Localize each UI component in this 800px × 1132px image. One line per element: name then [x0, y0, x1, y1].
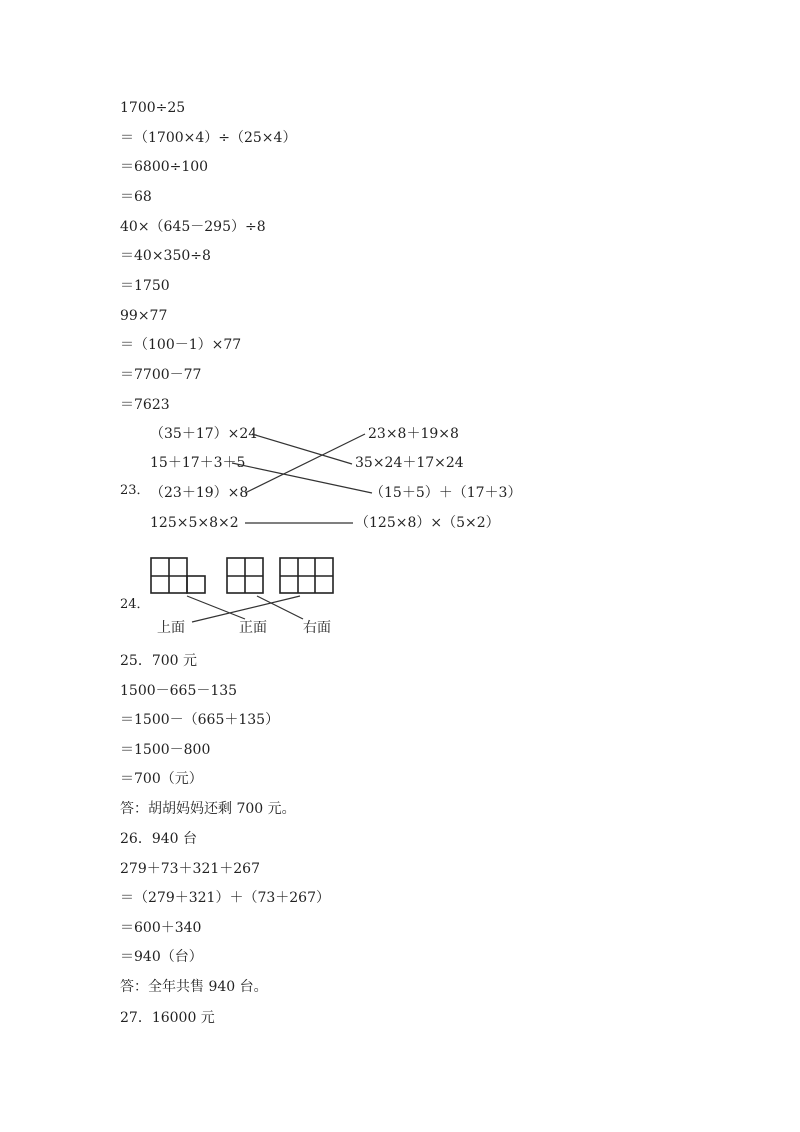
connector-line [257, 596, 303, 619]
calc-line: ＝7700－77 [120, 367, 202, 383]
answer-line: 答：全年共售 940 台。 [120, 979, 268, 995]
connector-line [245, 434, 365, 493]
calc-line: ＝40×350÷8 [120, 248, 211, 264]
calc-line: ＝6800÷100 [120, 159, 209, 175]
question-number: 23． [120, 483, 150, 498]
calc-line: ＝（1700×4）÷（25×4） [120, 130, 297, 146]
calc-line: ＝700（元） [120, 771, 203, 787]
view-label: 上面 [157, 620, 185, 636]
calc-line: ＝（100－1）×77 [120, 337, 242, 353]
connector-line [252, 434, 352, 464]
view-shape-top [151, 558, 205, 593]
view-label: 右面 [303, 620, 331, 636]
calc-line: ＝1500－（665＋135） [120, 712, 280, 728]
calc-line: 1700÷25 [120, 100, 186, 116]
calc-line: ＝（279＋321）＋（73＋267） [120, 890, 330, 906]
match-right-item: （125×8）×（5×2） [355, 515, 500, 531]
question-header: 26．940 台 [120, 831, 197, 847]
calc-line: 1500－665－135 [120, 683, 238, 699]
calc-line: ＝68 [120, 189, 152, 205]
calc-line: 40×（645－295）÷8 [120, 219, 266, 235]
view-shape-right [280, 558, 333, 593]
calc-line: ＝600＋340 [120, 920, 202, 936]
question-header: 25．700 元 [120, 653, 197, 669]
match-left-item: 15＋17＋3＋5 [150, 455, 246, 471]
connector-line [187, 596, 245, 619]
view-label: 正面 [239, 620, 267, 636]
calc-line: ＝1750 [120, 278, 170, 294]
answer-line: 答：胡胡妈妈还剩 700 元。 [120, 801, 296, 817]
match-right-item: 35×24＋17×24 [355, 455, 464, 471]
calc-line: 99×77 [120, 308, 168, 324]
calc-line: ＝940（台） [120, 949, 203, 965]
match-left-item: 125×5×8×2 [150, 515, 239, 531]
question-number: 24． [120, 597, 150, 612]
calc-line: 279＋73＋321＋267 [120, 861, 260, 877]
calc-line: ＝1500－800 [120, 742, 211, 758]
question-header: 27．16000 元 [120, 1010, 215, 1026]
match-right-item: 23×8＋19×8 [368, 426, 459, 442]
match-left-item: （23＋19）×8 [150, 485, 249, 501]
calc-line: ＝7623 [120, 397, 170, 413]
match-right-item: （15＋5）＋（17＋3） [370, 485, 522, 501]
match-left-item: （35＋17）×24 [150, 426, 258, 442]
view-shape-front [227, 558, 263, 593]
